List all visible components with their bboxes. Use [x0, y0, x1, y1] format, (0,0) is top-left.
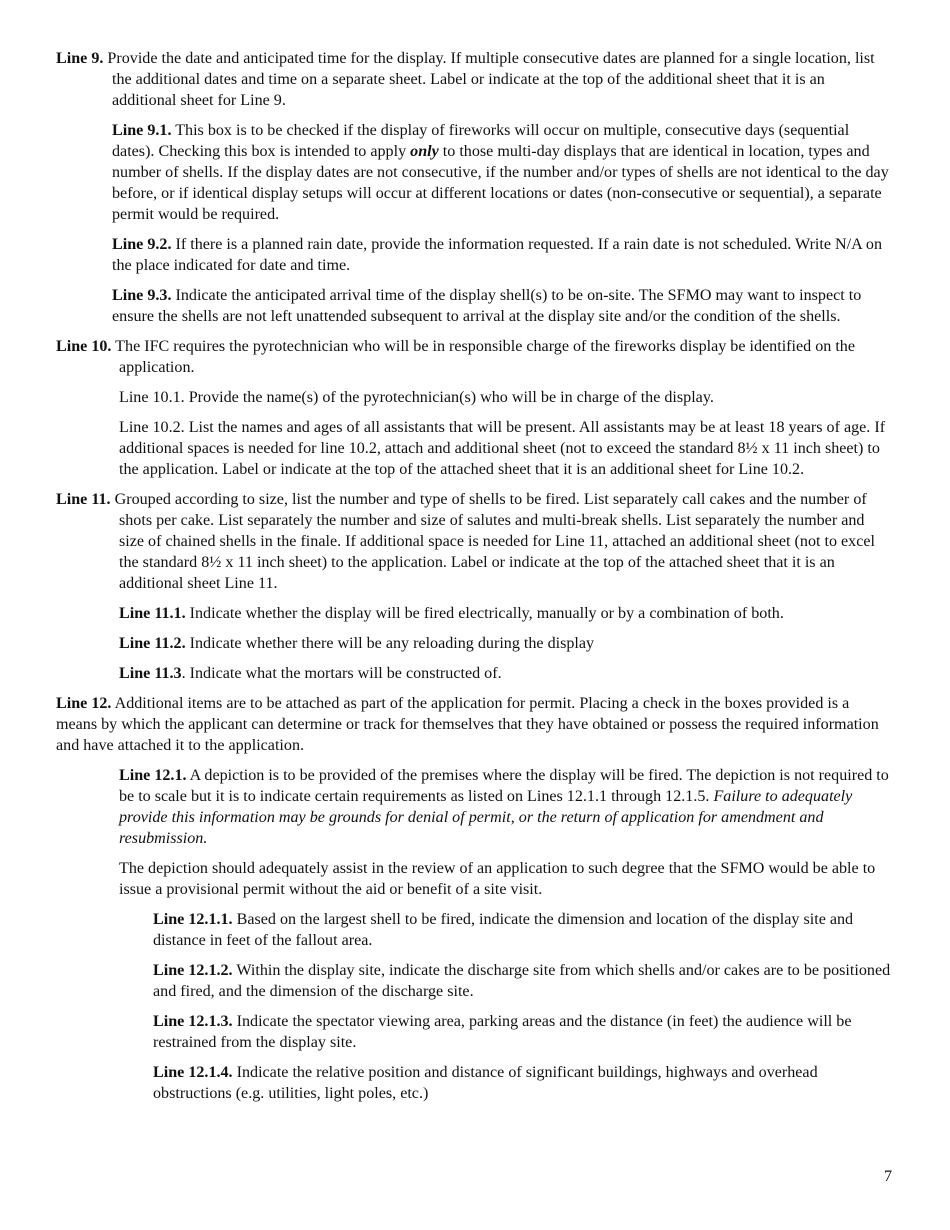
line-12-1-3-text: Indicate the spectator viewing area, parking areas and the distance (in feet) the audience will be restrained from the display site. — [153, 1013, 852, 1051]
paragraph-line-9-1 — [56, 120, 892, 225]
line-12-text: Additional items are to be attached as part of the application for permit. Placing a check in the boxes provided is a means by which the applicant can determine or track for themselves that they have obtained or possess the required information and have attached it to the application. — [56, 695, 879, 754]
line-11-2-label: Line 11.2. — [119, 635, 186, 652]
line-12-1-4-label: Line 12.1.4. — [153, 1064, 233, 1081]
line-11-1-text: Indicate whether the display will be fired electrically, manually or by a combination of both. — [185, 605, 784, 622]
line-10-2-text: Line 10.2. List the names and ages of all assistants that will be present. All assistants may be at least 18 years of age. If additional spaces is needed for line 10.2, attach and additional sheet (not to exceed the standard 8½ x 11 inch sheet) to the application. Label or indicate at the top of the attached sheet that it is an additional sheet for Line 10.2. — [119, 419, 886, 478]
line-11-1-label: Line 11.1. — [119, 605, 186, 622]
depiction-note-text: The depiction should adequately assist in the review of an application to such degree that the SFMO would be able to issue a provisional permit without the aid or benefit of a site visit. — [119, 860, 876, 898]
line-12-1-4-text: Indicate the relative position and distance of significant buildings, highways and overhead obstructions (e.g. utilities, light poles, etc.) — [153, 1064, 818, 1102]
line-9-3-label: Line 9.3. — [112, 287, 172, 304]
line-10-label: Line 10. — [56, 338, 112, 355]
line-10-1-text: Line 10.1. Provide the name(s) of the pyrotechnician(s) who will be in charge of the display. — [119, 389, 714, 406]
line-12-label: Line 12. — [56, 695, 112, 712]
paragraph-line-11-3 — [56, 663, 892, 684]
line-12-1-3-label: Line 12.1.3. — [153, 1013, 233, 1030]
line-11-3-text: . Indicate what the mortars will be constructed of. — [181, 665, 502, 682]
line-12-1-2-label: Line 12.1.2. — [153, 962, 233, 979]
paragraph-line-12-1-4 — [56, 1062, 892, 1104]
page-number: 7 — [884, 1168, 893, 1185]
line-12-1-1-text: Based on the largest shell to be fired, indicate the dimension and location of the display site and distance in feet of the fallout area. — [153, 911, 854, 949]
paragraph-line-10 — [56, 336, 892, 378]
line-9-3-text: Indicate the anticipated arrival time of the display shell(s) to be on-site. The SFMO may want to inspect to ensure the shells are not left unattended subsequent to arrival at the display site and/or the condition of the shells. — [112, 287, 862, 325]
line-9-1-text-b: to those multi-day displays that are identical in location, types and number of shells. If the display dates are not consecutive, if the number and/or types of shells are not identical to the day before, or if identical display setups will occur at different locations or dates (non-consecutive or sequential), a separate permit would be required. — [112, 143, 889, 223]
paragraph-line-10-2 — [56, 417, 892, 480]
paragraph-depiction-note — [56, 858, 892, 900]
document-page — [56, 48, 892, 1113]
line-11-label: Line 11. — [56, 491, 111, 508]
line-12-1-label: Line 12.1. — [119, 767, 187, 784]
line-9-1-emphasis: only — [410, 143, 439, 160]
line-12-1-italic-warning: Failure to adequately provide this information may be grounds for denial of permit, or the return of application for amendment and resubmission. — [119, 788, 853, 847]
paragraph-line-12-1 — [56, 765, 892, 849]
line-9-text: Provide the date and anticipated time for the display. If multiple consecutive dates are planned for a single location, list the additional dates and time on a separate sheet. Label or indicate at the top of the additional sheet that it is an additional sheet for Line 9. — [103, 50, 875, 109]
line-9-label: Line 9. — [56, 50, 104, 67]
paragraph-line-9-2 — [56, 234, 892, 276]
paragraph-line-12-1-3 — [56, 1011, 892, 1053]
line-11-2-text: Indicate whether there will be any reloading during the display — [185, 635, 595, 652]
line-9-1-text-a: This box is to be checked if the display of fireworks will occur on multiple, consecutive days (sequential dates). Checking this box is intended to apply — [112, 122, 850, 160]
paragraph-line-11 — [56, 489, 892, 594]
paragraph-line-9-3 — [56, 285, 892, 327]
line-9-1-label: Line 9.1. — [112, 122, 172, 139]
line-10-text: The IFC requires the pyrotechnician who will be in responsible charge of the fireworks display be identified on the application. — [111, 338, 855, 376]
line-12-1-1-label: Line 12.1.1. — [153, 911, 233, 928]
paragraph-line-10-1 — [56, 387, 892, 408]
paragraph-line-12-1-2 — [56, 960, 892, 1002]
paragraph-line-11-2 — [56, 633, 892, 654]
paragraph-line-12-1-1 — [56, 909, 892, 951]
line-12-1-text: A depiction is to be provided of the premises where the display will be fired. The depiction is not required to be to scale but it is to indicate certain requirements as listed on Lines 12.1.1 through 12.1.5. — [119, 767, 889, 805]
paragraph-line-12 — [56, 693, 892, 756]
paragraph-line-11-1 — [56, 603, 892, 624]
paragraph-line-9 — [56, 48, 892, 111]
line-11-text: Grouped according to size, list the number and type of shells to be fired. List separately call cakes and the number of shots per cake. List separately the number and size of salutes and multi-break shells. List separately the number and size of chained shells in the finale. If additional space is needed for Line 11, attached an additional sheet (not to excel the standard 8½ x 11 inch sheet) to the application. Label or indicate at the top of the attached sheet that it is an additional sheet Line 11. — [110, 491, 875, 592]
line-11-3-label: Line 11.3 — [119, 665, 182, 682]
line-9-2-text: If there is a planned rain date, provide the information requested. If a rain date is not scheduled. Write N/A on the place indicated for date and time. — [112, 236, 882, 274]
line-12-1-2-text: Within the display site, indicate the discharge site from which shells and/or cakes are to be positioned and fired, and the dimension of the discharge site. — [153, 962, 891, 1000]
line-9-2-label: Line 9.2. — [112, 236, 172, 253]
